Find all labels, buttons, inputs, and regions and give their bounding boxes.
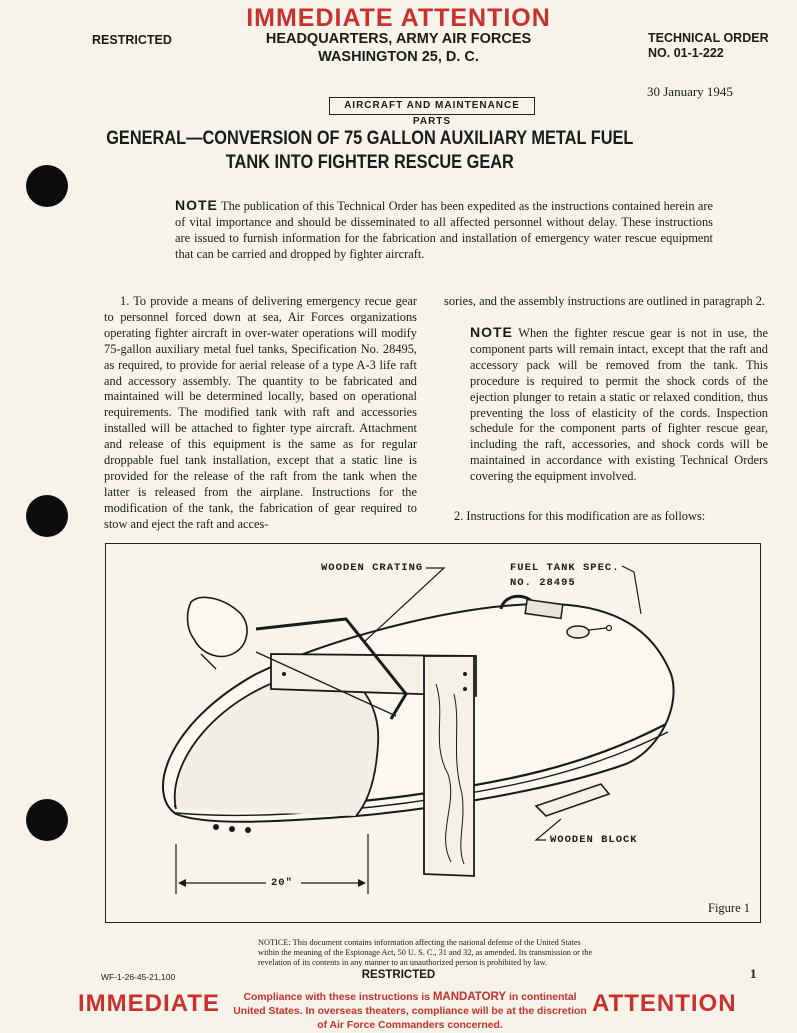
publication-date: 30 January 1945 xyxy=(647,84,733,99)
note-2-keyword: NOTE xyxy=(470,324,513,340)
restricted-label: RESTRICTED xyxy=(92,33,172,47)
title-line2: TANK INTO FIGHTER RESCUE GEAR xyxy=(225,152,514,173)
hq-line2: WASHINGTON 25, D. C. xyxy=(318,49,479,65)
compliance-pre: Compliance with these instructions is xyxy=(243,992,430,1003)
compliance-statement xyxy=(230,990,590,1033)
label-dimension: 20" xyxy=(271,877,293,889)
technical-order-label: TECHNICAL ORDER xyxy=(648,31,769,45)
note-2 xyxy=(470,325,768,485)
title-line1: GENERAL—CONVERSION OF 75 GALLON AUXILIARY METAL FUEL xyxy=(106,128,634,149)
label-wooden-block: WOODEN BLOCK xyxy=(550,834,638,846)
security-notice: NOTICE: This document contains information affecting the national defense of the United States within the meaning of the Espionage Act, 50 U. S. C., 31 and 32, as amended. Its transmission or the revelation of its contents in any manner to an unauthorized person is prohibited by law. xyxy=(258,938,593,967)
banner-immediate-attention: IMMEDIATE ATTENTION xyxy=(246,4,551,32)
figure-caption: Figure 1 xyxy=(708,901,751,915)
paragraph-2: 2. Instructions for this modification are as follows: xyxy=(454,509,706,523)
binder-hole-bottom xyxy=(26,799,68,841)
note-2-text: When the fighter rescue gear is not in use, the component parts will remain intact, except that the raft and accessory pack will be removed from the tank. This procedure is required to permit the shock cords of the ejection plunger to retain a static or relaxed condition, thus preventing the loss of elasticity of the cords. Inspection schedule for the component parts of fighter rescue gear, including the raft, accessories, and shock cords will be maintained in accordance with existing Technical Orders covering the equipment involved. xyxy=(470,326,768,484)
compliance-post: in continental United States. In overseas theaters, compliance will be at the discretion of Air Force Commanders concerned. xyxy=(233,992,587,1031)
intro-note xyxy=(175,197,713,262)
binder-hole-middle xyxy=(26,495,68,537)
technical-order-number: NO. 01-1-222 xyxy=(648,46,724,60)
paragraph-1: 1. To provide a means of delivering emergency recue gear to personnel forced down at sea, Air Forces organizations operating fighter aircraft in over-water operations will modify 75-gallon auxiliary metal fuel tanks, Specification No. 28495, as required, to provide for aerial release of a type A-3 life raft and accessory assembly. The quantity to be fabricated and maintained will be determined locally, based on operational requirements. The modified tank with raft and accessories installed will be attached to fighter type aircraft. Attachment and release of this equipment is the same as for regular droppable fuel tank installation, except that a static line is provided for the release of the raft from the tank when the latter is released from the airplane. Instructions for the modification of the tank, the fabrication of gear required to stow and eject the raft and acces- xyxy=(104,294,417,531)
note-keyword: NOTE xyxy=(175,197,218,213)
label-wooden-crating: WOODEN CRATING xyxy=(321,562,424,574)
page-number: 1 xyxy=(750,966,757,981)
footer-restricted: RESTRICTED xyxy=(361,969,436,981)
figure-1-frame xyxy=(105,543,761,923)
label-fuel-tank-spec: FUEL TANK SPEC. xyxy=(510,562,620,574)
footer-attention: ATTENTION xyxy=(592,990,737,1017)
compliance-mandatory: MANDATORY xyxy=(432,991,507,1003)
section-label: AIRCRAFT AND MAINTENANCE PARTS xyxy=(329,97,535,115)
hq-line1: HEADQUARTERS, ARMY AIR FORCES xyxy=(265,31,532,47)
paragraph-1-continued: sories, and the assembly instructions are outlined in paragraph 2. xyxy=(444,294,766,308)
label-spec-number: NO. 28495 xyxy=(510,577,576,589)
binder-hole-top xyxy=(26,165,68,207)
fuel-tank-illustration xyxy=(106,544,760,922)
print-code: WF-1-26-45-21,100 xyxy=(101,972,176,982)
intro-note-text: The publication of this Technical Order has been expedited as the instructions contained herein are of vital importance and should be disseminated to all affected personnel without delay. These instructions are issued to furnish information for the fabrication and installation of emergency water rescue equipment that can be carried and dropped by fighter aircraft. xyxy=(175,199,713,262)
footer-immediate: IMMEDIATE xyxy=(78,990,220,1017)
